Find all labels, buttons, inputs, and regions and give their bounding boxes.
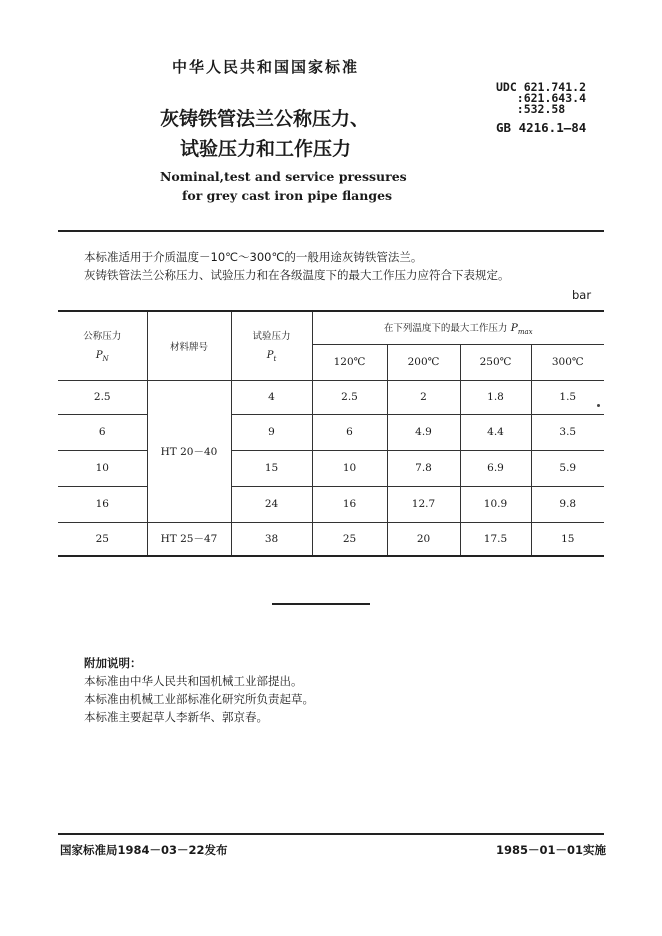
cell-material: HT 25－47 bbox=[147, 522, 231, 556]
cell-p120: 2.5 bbox=[312, 380, 387, 414]
notes-line-3: 本标准主要起草人李新华、郭京春。 bbox=[84, 710, 268, 724]
cell-pn: 16 bbox=[58, 486, 147, 522]
header-test-pressure: 试验压力 $P_t$ bbox=[231, 311, 312, 380]
title-chinese bbox=[160, 104, 369, 164]
issue-date: 国家标准局1984－03－22发布 bbox=[60, 843, 228, 857]
header-temp-250: 250℃ bbox=[460, 344, 531, 380]
udc-line-3: :532.58 bbox=[496, 102, 566, 116]
gb-code: GB 4216.1—84 bbox=[496, 120, 587, 135]
title-cn-line-2: 试验压力和工作压力 bbox=[180, 138, 352, 160]
cell-p250: 17.5 bbox=[460, 522, 531, 556]
header-material-grade: 材料牌号 bbox=[147, 311, 231, 380]
cell-p250: 6.9 bbox=[460, 450, 531, 486]
title-english bbox=[160, 167, 407, 205]
notes-heading: 附加说明： bbox=[84, 656, 142, 670]
table-row bbox=[58, 380, 604, 414]
table-row bbox=[58, 486, 604, 522]
notes-line-2: 本标准由机械工业部标准化研究所负责起草。 bbox=[84, 692, 314, 706]
cell-pt: 15 bbox=[231, 450, 312, 486]
cell-p200: 20 bbox=[387, 522, 460, 556]
cell-pt: 24 bbox=[231, 486, 312, 522]
cell-material: HT 20－40 bbox=[147, 380, 231, 522]
cell-pt: 9 bbox=[231, 414, 312, 450]
additional-notes bbox=[84, 654, 314, 726]
cell-p200: 12.7 bbox=[387, 486, 460, 522]
udc-line-2: :621.643.4 bbox=[496, 91, 587, 105]
title-cn-line-1: 灰铸铁管法兰公称压力、 bbox=[160, 108, 370, 130]
udc-line-1: UDC 621.741.2 bbox=[496, 80, 587, 94]
table-row bbox=[58, 450, 604, 486]
standard-heading: 中华人民共和国国家标准 bbox=[172, 58, 360, 76]
cell-pn: 10 bbox=[58, 450, 147, 486]
cell-pt: 4 bbox=[231, 380, 312, 414]
header-temp-300: 300℃ bbox=[531, 344, 604, 380]
cell-p200: 4.9 bbox=[387, 414, 460, 450]
cell-p200: 7.8 bbox=[387, 450, 460, 486]
intro-text bbox=[84, 248, 510, 284]
cell-p300: 15 bbox=[531, 522, 604, 556]
header-temp-200: 200℃ bbox=[387, 344, 460, 380]
header-nominal-pressure: 公称压力 $P_N$ bbox=[58, 311, 147, 380]
cell-p120: 6 bbox=[312, 414, 387, 450]
cell-pn: 25 bbox=[58, 522, 147, 556]
stray-mark bbox=[597, 404, 600, 407]
cell-p120: 10 bbox=[312, 450, 387, 486]
top-divider bbox=[58, 230, 604, 232]
table-row bbox=[58, 414, 604, 450]
header-temp-120: 120℃ bbox=[312, 344, 387, 380]
footer-divider bbox=[58, 833, 604, 835]
unit-label: bar bbox=[572, 288, 592, 302]
title-en-line-2: for grey cast iron pipe flanges bbox=[182, 188, 393, 203]
intro-line-2: 灰铸铁管法兰公称压力、试验压力和在各级温度下的最大工作压力应符合下表规定。 bbox=[84, 268, 510, 282]
udc-code bbox=[496, 82, 586, 115]
table-row bbox=[58, 522, 604, 556]
cell-p250: 10.9 bbox=[460, 486, 531, 522]
cell-pt: 38 bbox=[231, 522, 312, 556]
cell-p250: 4.4 bbox=[460, 414, 531, 450]
header-max-working-pressure: 在下列温度下的最大工作压力 $P_{max}$ bbox=[312, 311, 604, 344]
cell-p300: 9.8 bbox=[531, 486, 604, 522]
title-en-line-1: Nominal,test and service pressures bbox=[160, 169, 407, 184]
intro-line-1: 本标准适用于介质温度－10℃～300℃的一般用途灰铸铁管法兰。 bbox=[84, 250, 423, 264]
notes-line-1: 本标准由中华人民共和国机械工业部提出。 bbox=[84, 674, 303, 688]
cell-p250: 1.8 bbox=[460, 380, 531, 414]
cell-p200: 2 bbox=[387, 380, 460, 414]
cell-pn: 6 bbox=[58, 414, 147, 450]
effective-date: 1985－01－01实施 bbox=[496, 843, 607, 857]
cell-p300: 1.5 bbox=[531, 380, 604, 414]
pressure-table bbox=[58, 310, 604, 557]
cell-p300: 5.9 bbox=[531, 450, 604, 486]
section-end-rule bbox=[272, 603, 370, 605]
table-header-row bbox=[58, 311, 604, 344]
cell-p120: 16 bbox=[312, 486, 387, 522]
cell-p300: 3.5 bbox=[531, 414, 604, 450]
cell-p120: 25 bbox=[312, 522, 387, 556]
cell-pn: 2.5 bbox=[58, 380, 147, 414]
